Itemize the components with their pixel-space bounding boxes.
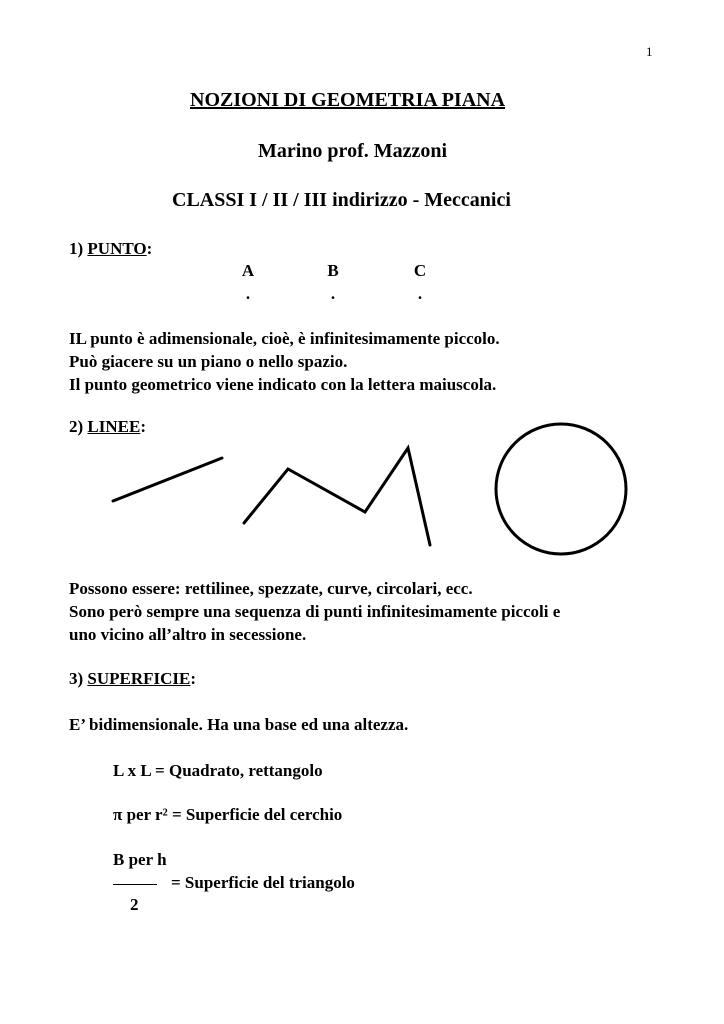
section-2-number: 2) (69, 417, 88, 436)
formula-square: L x L = Quadrato, rettangolo (113, 761, 323, 780)
formula-triangle-result: = Superficie del triangolo (171, 873, 355, 892)
broken-line (244, 448, 430, 545)
point-dot-b: . (330, 284, 336, 303)
section-3-title: SUPERFICIE (87, 669, 191, 688)
section-1-line-2: Può giacere su un piano o nello spazio. (69, 352, 348, 371)
section-2-line-3: uno vicino all’altro in secessione. (69, 625, 307, 644)
section-1-line-1: IL punto è adimensionale, cioè, è infinitesimamente piccolo. (69, 329, 500, 348)
formula-triangle-numerator: B per h (113, 850, 167, 869)
section-3-colon: : (190, 669, 197, 688)
page-title: NOZIONI DI GEOMETRIA PIANA (190, 89, 506, 111)
section-2-line-1: Possono essere: rettilinee, spezzate, curve, circolari, ecc. (69, 579, 473, 598)
section-3-heading (69, 669, 196, 689)
straight-line (113, 458, 222, 501)
section-3-intro: E’ bidimensionale. Ha una base ed una altezza. (69, 715, 409, 734)
section-1-line-3: Il punto geometrico viene indicato con la lettera maiuscola. (69, 375, 497, 394)
formula-triangle-fraction-bar (113, 884, 157, 885)
page-number: 1 (646, 44, 653, 59)
classes-line: CLASSI I / II / III indirizzo - Meccanici (172, 189, 511, 211)
section-1-title: PUNTO (87, 239, 147, 258)
formula-triangle-denominator: 2 (130, 895, 139, 914)
author-line: Marino prof. Mazzoni (258, 140, 448, 162)
point-label-c: C (413, 261, 427, 280)
circle-line (496, 424, 626, 554)
section-2-line-2: Sono però sempre una sequenza di punti infinitesimamente piccoli e (69, 602, 561, 621)
section-1-number: 1) (69, 239, 88, 258)
section-1-colon: : (146, 239, 153, 258)
point-dot-a: . (245, 284, 251, 303)
formula-circle: π per r² = Superficie del cerchio (113, 805, 343, 824)
section-2-paragraph (69, 577, 560, 646)
section-3-number: 3) (69, 669, 88, 688)
point-label-a: A (241, 261, 255, 280)
point-dot-c: . (417, 284, 423, 303)
section-2-colon: : (140, 417, 147, 436)
section-2-title: LINEE (87, 417, 141, 436)
point-label-b: B (327, 261, 339, 280)
